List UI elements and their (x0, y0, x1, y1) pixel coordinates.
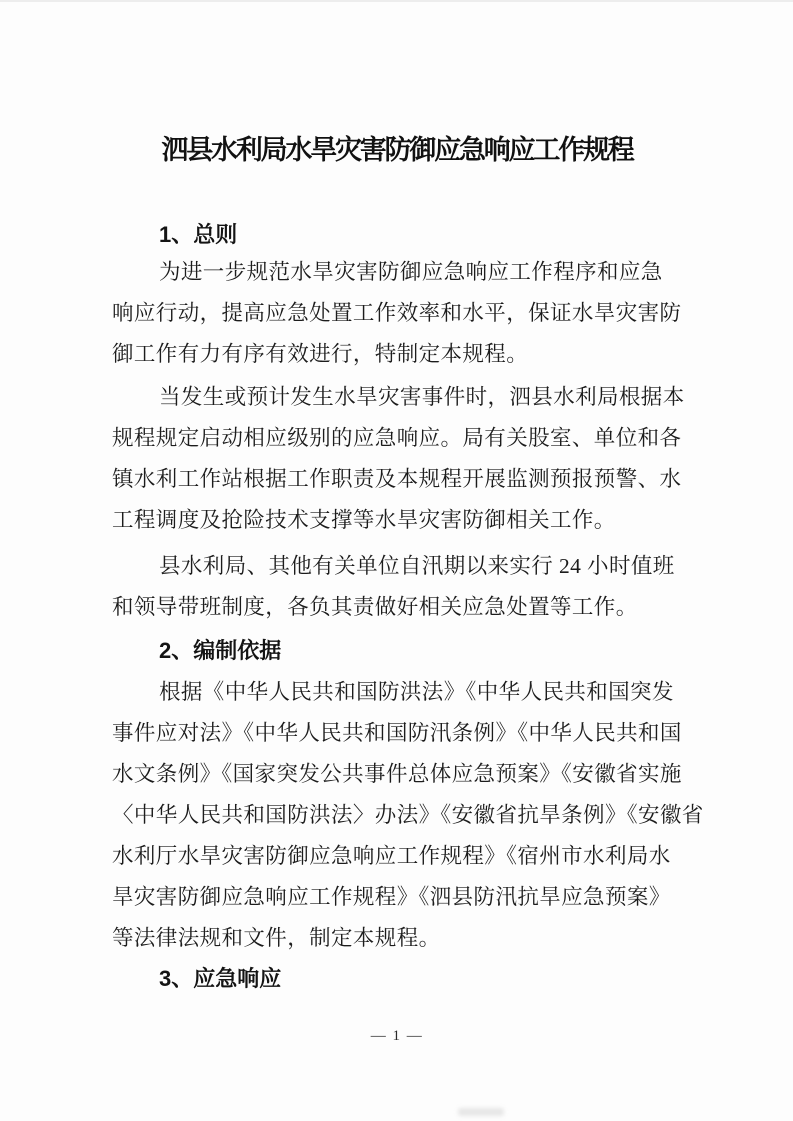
section-heading-emergency-response: 3、应急响应 (159, 966, 282, 991)
paragraph-line: 规程规定启动相应级别的应急响应。局有关股室、单位和各 (112, 426, 682, 450)
paragraph-line: 工程调度及抢险技术支撑等水旱灾害防御相关工作。 (112, 508, 616, 532)
paragraph-line: 旱灾害防御应急响应工作规程》《泗县防汛抗旱应急预案》 (112, 885, 671, 909)
document-title: 泗县水利局水旱灾害防御应急响应工作规程 (161, 135, 633, 165)
paragraph (112, 546, 682, 628)
page-number: — 1 — (370, 1028, 424, 1044)
paragraph-line: 御工作有力有序有效进行，特制定本规程。 (112, 342, 529, 366)
paragraph (112, 377, 685, 541)
section-heading-compilation-basis: 2、编制依据 (159, 638, 282, 663)
paragraph-line: 镇水利工作站根据工作职责及本规程开展监测预报预警、水 (112, 467, 682, 491)
paragraph-line: 水文条例》《国家突发公共事件总体应急预案》《安徽省实施 (112, 762, 682, 786)
scan-edge-artifact (0, 0, 793, 2)
paragraph-line: 水利厅水旱灾害防御应急响应工作规程》《宿州市水利局水 (112, 844, 671, 868)
paragraph-line: 根据《中华人民共和国防洪法》《中华人民共和国突发 (159, 680, 674, 704)
paragraph (112, 252, 682, 375)
paragraph-line: 为进一步规范水旱灾害防御应急响应工作程序和应急 (159, 260, 663, 284)
paragraph-line: 响应行动，提高应急处置工作效率和水平，保证水旱灾害防 (112, 301, 682, 325)
section-heading-general-rules: 1、总则 (159, 222, 238, 247)
paragraph-line: 当发生或预计发生水旱灾害事件时，泗县水利局根据本 (159, 385, 685, 409)
paragraph-line: 和领导带班制度，各负其责做好相关应急处置等工作。 (112, 595, 638, 619)
paragraph-line: 〈中华人民共和国防洪法〉办法》《安徽省抗旱条例》《安徽省 (112, 803, 704, 827)
scan-smudge-artifact (458, 1108, 504, 1116)
paragraph-line: 等法律法规和文件，制定本规程。 (112, 926, 441, 950)
paragraph (112, 672, 704, 959)
paragraph-line: 事件应对法》《中华人民共和国防汛条例》《中华人民共和国 (112, 721, 682, 745)
paragraph-line: 县水利局、其他有关单位自汛期以来实行 24 小时值班 (159, 554, 675, 578)
